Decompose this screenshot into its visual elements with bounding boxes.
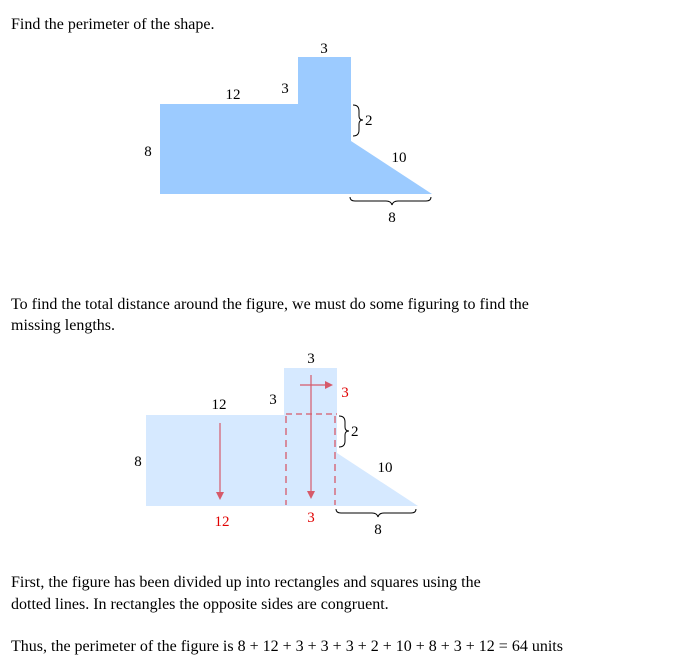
label2-derived-bottom-mid: 3 (307, 510, 315, 526)
label2-left-height: 8 (134, 454, 142, 470)
label-top-left: 12 (225, 87, 241, 103)
label-step-height: 3 (281, 81, 289, 97)
label2-step-height: 3 (269, 392, 277, 408)
question-text: Find the perimeter of the shape. (11, 16, 215, 33)
label2-derived-right: 3 (341, 385, 349, 401)
brace2-bottom (336, 509, 416, 517)
conclusion-text: Thus, the perimeter of the figure is 8 + 12 + 3 + 3 + 3 + 2 + 10 + 8 + 3 + 12 = 64 units (11, 638, 563, 655)
shape-2 (146, 368, 418, 506)
explanation-line-2: missing lengths. (11, 317, 116, 334)
label-slant: 10 (391, 150, 407, 166)
label-left-height: 8 (144, 144, 152, 160)
label2-bottom-right: 8 (374, 522, 382, 538)
divided-line-2: dotted lines. In rectangles the opposite sides are congruent. (11, 596, 389, 613)
divided-line-1: First, the figure has been divided up into rectangles and squares using the (11, 574, 481, 591)
label2-derived-bottom-left: 12 (214, 514, 230, 530)
brace2-notch (339, 416, 349, 447)
label-bottom-right: 8 (388, 210, 396, 226)
label2-slant: 10 (377, 460, 393, 476)
label2-top-left: 12 (211, 397, 227, 413)
label-top-width: 3 (320, 41, 328, 57)
label2-top-width: 3 (307, 351, 315, 367)
label2-notch: 2 (351, 424, 359, 440)
explanation-line-1: To find the total distance around the figure, we must do some figuring to find the (11, 296, 529, 313)
label-notch: 2 (365, 113, 373, 129)
